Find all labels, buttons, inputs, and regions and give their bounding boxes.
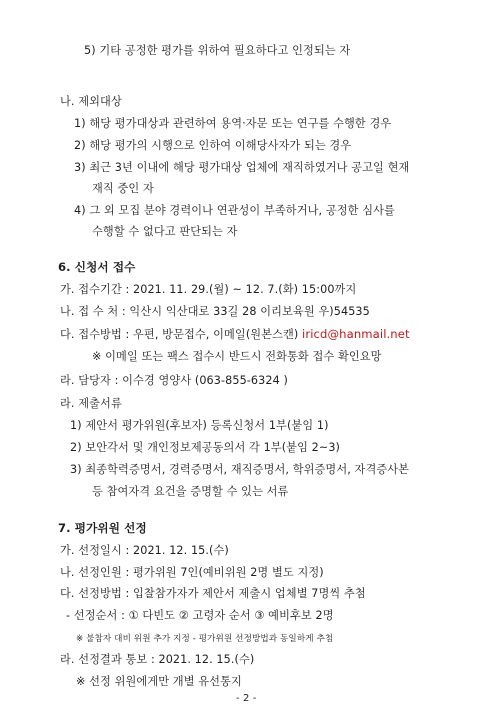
exclusion-item-4: 4) 그 외 모집 분야 경력이나 연관성이 부족하거나, 공정한 심사를 [74,204,395,217]
contact-email[interactable]: iricd@hanmail.net [302,327,410,341]
exclusion-item-3: 3) 최근 3년 이내에 해당 평가대상 업체에 재직하였거나 공고일 현재 [74,161,410,174]
section7-heading: 7. 평가위원 선정 [58,521,147,535]
application-method-note: ※ 이메일 또는 팩스 접수시 반드시 전화통화 접수 확인요망 [92,350,382,363]
eval-criteria-item-5: 5) 기타 공정한 평가를 위하여 필요하다고 인정되는 자 [84,44,351,57]
page-number: - 2 - [236,693,257,704]
document-item-3-cont: 등 참여자격 요건을 증명할 수 있는 서류 [92,485,289,498]
result-notification-note: ※ 선정 위원에게만 개별 유선통지 [76,675,242,688]
selection-count: 나. 선정인원 : 평가위원 7인(예비위원 2명 별도 지정) [60,566,324,579]
result-notification: 라. 선정결과 통보 : 2021. 12. 15.(수) [60,653,255,666]
selection-method: 다. 선정방법 : 입찰참가자가 제안서 제출시 업체별 7명씩 추첨 [60,587,366,600]
exclusion-item-1: 1) 해당 평가대상과 관련하여 용역·자문 또는 연구를 수행한 경우 [74,117,392,130]
application-place: 나. 접 수 처 : 익산시 익산대로 33길 28 이리보육원 우)54535 [60,305,370,318]
contact-person: 라. 담당자 : 이수경 영양사 (063-855-6324 ) [60,374,288,387]
exclusion-item-2: 2) 해당 평가의 시행으로 인하여 이해당사자가 되는 경우 [74,139,352,152]
selection-date: 가. 선정일시 : 2021. 12. 15.(수) [60,544,229,557]
application-period: 가. 접수기간 : 2021. 11. 29.(월) ~ 12. 7.(화) 15:00까지 [60,283,357,296]
exclusion-item-3-cont: 재직 중인 자 [92,182,154,195]
selection-order-note: ※ 불참자 대비 위원 추가 지정 - 평가위원 선정방법과 동일하게 추첨 [76,634,334,644]
exclusion-heading: 나. 제외대상 [60,95,122,108]
document-item-3: 3) 최종학력증명서, 경력증명서, 재직증명서, 학위증명서, 자격증사본 [70,463,410,476]
exclusion-item-4-cont: 수행할 수 없다고 판단되는 자 [92,225,238,238]
document-item-2: 2) 보안각서 및 개인정보제공동의서 각 1부(붙임 2~3) [70,441,341,454]
application-method [60,327,410,342]
application-method-text: 다. 접수방법 : 우편, 방문접수, 이메일(원본스캔) [60,328,299,341]
section6-heading: 6. 신청서 접수 [58,260,136,274]
documents-heading: 라. 제출서류 [60,397,122,410]
selection-order: - 선정순서 : ① 다빈도 ② 고령자 순서 ③ 예비후보 2명 [66,609,334,622]
document-item-1: 1) 제안서 평가위원(후보자) 등록신청서 1부(붙임 1) [70,419,329,432]
